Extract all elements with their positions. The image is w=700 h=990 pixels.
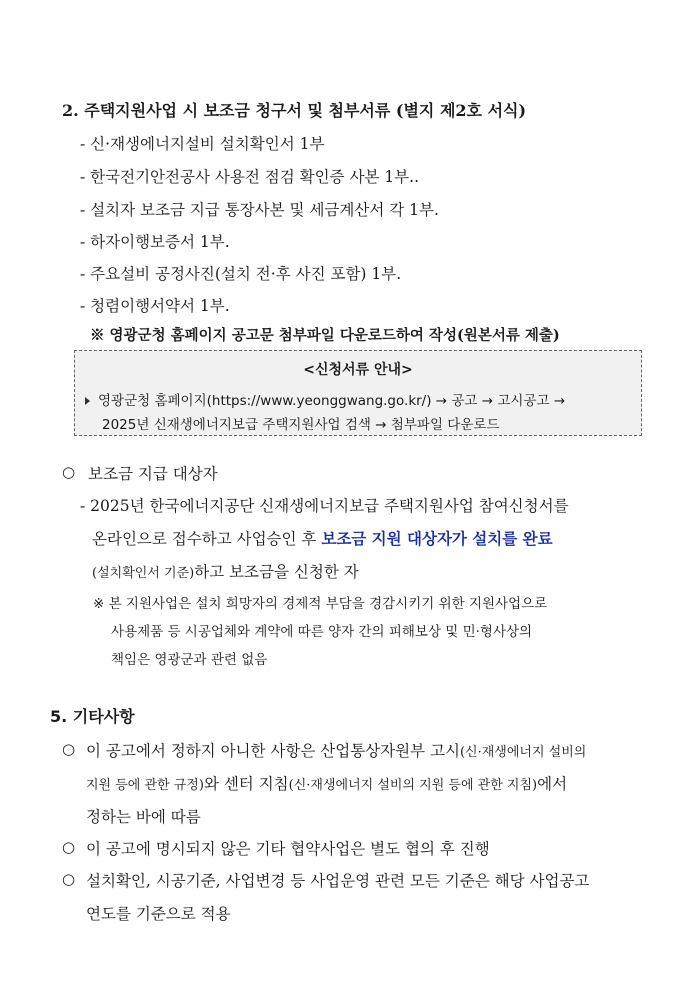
target-highlight: 보조금 지원 대상자가 설치를 완료	[321, 529, 553, 548]
target-heading: 보조금 지급 대상자	[88, 465, 218, 483]
guide-box	[74, 350, 642, 436]
circle-bullet-icon: ○	[62, 740, 76, 758]
section5-line	[86, 772, 567, 794]
list-item: - 청렴이행서약서 1부.	[80, 297, 230, 315]
triangle-bullet-icon	[85, 397, 90, 405]
section5-line: 이 공고에 명시되지 않은 기타 협약사업은 별도 협의 후 진행	[86, 840, 490, 858]
list-item: - 신·재생에너지설비 설치확인서 1부	[80, 135, 325, 153]
target-line	[92, 527, 553, 549]
guide-box-line	[85, 389, 565, 409]
circle-bullet-icon: ○	[62, 838, 76, 856]
target-line: - 2025년 한국에너지공단 신재생에너지보급 주택지원사업 참여신청서를	[80, 497, 569, 515]
section5-line: 정하는 바에 따름	[86, 808, 201, 826]
target-paren: (설치확인서 기준)	[92, 566, 195, 581]
section2-note: ※ 영광군청 홈페이지 공고문 첨부파일 다운로드하여 작성(원본서류 제출)	[90, 327, 560, 344]
section5-paren: (신·재생에너지 설비의	[459, 745, 587, 760]
list-item: - 설치자 보조금 지급 통장사본 및 세금계산서 각 1부.	[80, 201, 439, 219]
list-item: - 주요설비 공정사진(설치 전·후 사진 포함) 1부.	[80, 265, 402, 283]
section5-paren: (신·재생에너지 설비의 지원 등에 관한 지침)	[288, 778, 538, 793]
target-note: ※ 본 지원사업은 설치 희망자의 경제적 부담을 경감시키기 위한 지원사업으로	[93, 596, 548, 612]
list-item: - 하자이행보증서 1부.	[80, 233, 230, 251]
section5-line	[86, 739, 586, 761]
list-item: - 한국전기안전공사 사용전 점검 확인증 사본 1부..	[80, 168, 420, 186]
section5-text: 와 센터 지침	[203, 775, 289, 793]
guide-box-link-text: 영광군청 홈페이지(https://www.yeonggwang.go.kr/) → 공고 → 고시공고 →	[98, 393, 566, 409]
circle-bullet-icon: ○	[62, 870, 76, 888]
target-line-text: 하고 보조금을 신청한 자	[194, 563, 359, 581]
section5-heading: 5. 기타사항	[50, 707, 135, 726]
section5-line: 설치확인, 시공기준, 사업변경 등 사업운영 관련 모든 기준은 해당 사업공고	[86, 872, 590, 890]
target-line	[92, 560, 359, 582]
section5-text: 에서	[537, 775, 568, 793]
target-note: 책임은 영광군과 관련 없음	[111, 652, 268, 668]
section5-line: 연도를 기준으로 적용	[86, 905, 231, 923]
section5-text: 이 공고에서 정하지 아니한 사항은 산업통상자원부 고시	[86, 742, 460, 760]
guide-box-title: <신청서류 안내>	[303, 362, 413, 378]
target-line-text: 온라인으로 접수하고 사업승인 후	[92, 530, 322, 548]
section2-heading: 2. 주택지원사업 시 보조금 청구서 및 첨부서류 (별지 제2호 서식)	[62, 101, 527, 120]
circle-bullet-icon: ○	[62, 463, 76, 481]
target-note: 사용제품 등 시공업체와 계약에 따른 양자 간의 피해보상 및 민·형사상의	[111, 624, 533, 640]
section5-paren: 지원 등에 관한 규정)	[86, 778, 204, 793]
guide-box-line: 2025년 신재생에너지보급 주택지원사업 검색 → 첨부파일 다운로드	[102, 417, 500, 433]
